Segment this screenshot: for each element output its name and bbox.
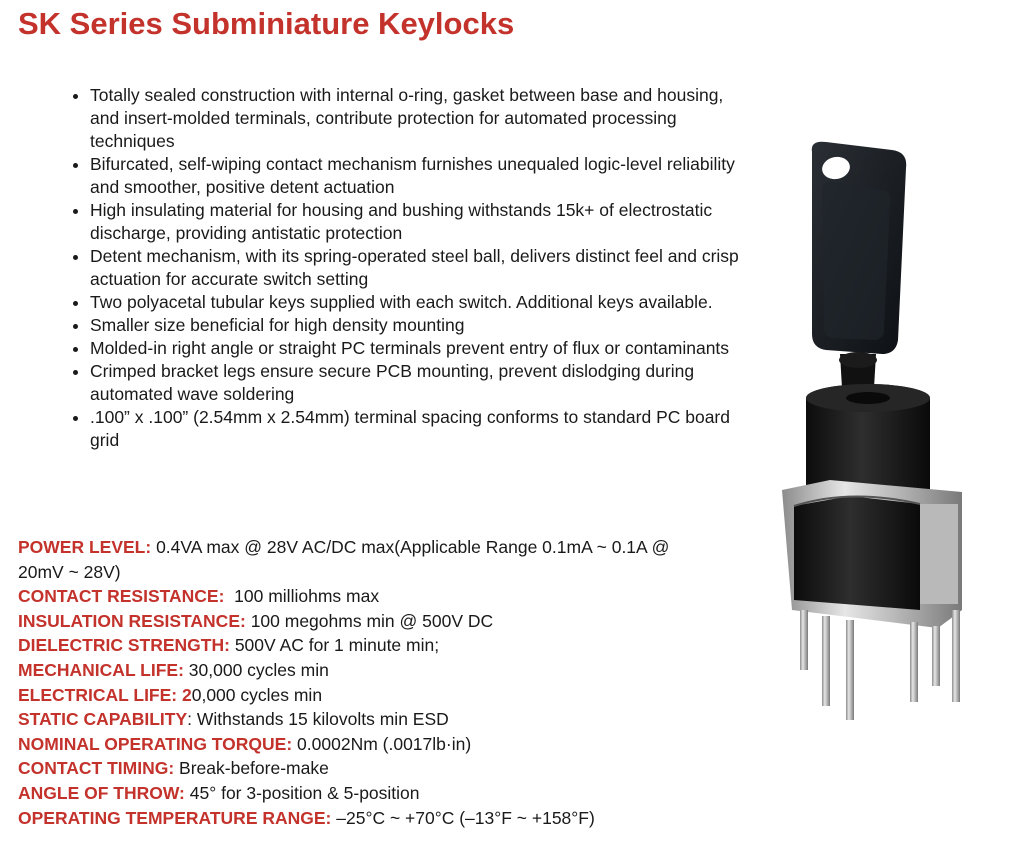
spec-mechanical-life [18,658,718,683]
spec-label: OPERATING TEMPERATURE RANGE: [18,807,332,828]
spec-value: : Withstands 15 kilovolts min ESD [187,709,449,730]
feature-item: • Smaller size beneficial for high density mounting [90,314,740,337]
spec-value: 0.0002Nm (.0017lb·in) [292,733,472,754]
spec-contact-timing [18,756,718,781]
spec-label: DIELECTRIC STRENGTH: [18,635,230,656]
spec-value: 30,000 cycles min [183,659,329,680]
spec-label: CONTACT RESISTANCE: [18,586,225,607]
spec-value: Break-before-make [174,758,329,779]
metal-bracket [782,480,962,628]
page-title: SK Series Subminiature Keylocks [18,6,515,41]
spec-value: 45° for 3-position & 5-position [184,782,420,803]
spec-angle-of-throw [18,781,718,806]
spec-value: 100 megohms min @ 500V DC [245,610,494,631]
feature-item: • Two polyacetal tubular keys supplied with each switch. Additional keys available. [90,291,740,314]
key-head [812,142,906,354]
spec-value: 0,000 cycles min [191,684,323,705]
spec-value: 100 milliohms max [224,586,380,607]
spec-value: –25°C ~ +70°C (–13°F ~ +158°F) [331,807,595,828]
feature-item: • Totally sealed construction with internal o-ring, gasket between base and housing, and insert-molded terminals, contribute protection for automated processing techniques [90,84,740,153]
feature-item: • Detent mechanism, with its spring-operated steel ball, delivers distinct feel and crisp actuation for accurate switch setting [90,245,740,291]
keylock-product-photo [760,140,1000,740]
feature-item: • Molded-in right angle or straight PC terminals prevent entry of flux or contaminants [90,337,740,360]
spec-contact-resistance [18,584,718,609]
spec-label: MECHANICAL LIFE: [18,659,184,680]
spec-power-level [18,535,718,584]
spec-label: STATIC CAPABILITY [18,709,188,730]
spec-label: INSULATION RESISTANCE: [18,610,246,631]
feature-item: • High insulating material for housing and bushing withstands 15k+ of electrostatic discharge, providing antistatic protection [90,199,740,245]
feature-item: • .100” x .100” (2.54mm x 2.54mm) terminal spacing conforms to standard PC board grid [90,406,740,452]
spec-static-capability [18,707,718,732]
spec-dielectric-strength [18,633,718,658]
spec-insulation-resistance [18,609,718,634]
spec-label: ANGLE OF THROW: [18,782,185,803]
feature-item: • Crimped bracket legs ensure secure PCB mounting, prevent dislodging during automated wave soldering [90,360,740,406]
spec-electrical-life [18,683,718,708]
feature-item: • Bifurcated, self-wiping contact mechanism furnishes unequaled logic-level reliability and smoother, positive detent actuation [90,153,740,199]
spec-value: 0.4VA max @ 28V AC/DC max(Applicable Range 0.1mA ~ 0.1A @ 20mV ~ 28V) [18,537,670,582]
specifications [18,535,718,830]
spec-label: CONTACT TIMING: [18,758,175,779]
spec-value: 500V AC for 1 minute min; [229,635,440,656]
feature-list [60,84,740,452]
spec-label: ELECTRICAL LIFE: 2 [18,684,192,705]
spec-operating-torque [18,732,718,757]
terminal-pins [800,610,960,720]
spec-label: NOMINAL OPERATING TORQUE: [18,733,293,754]
spec-label: POWER LEVEL: [18,537,152,557]
spec-operating-temperature [18,806,718,831]
